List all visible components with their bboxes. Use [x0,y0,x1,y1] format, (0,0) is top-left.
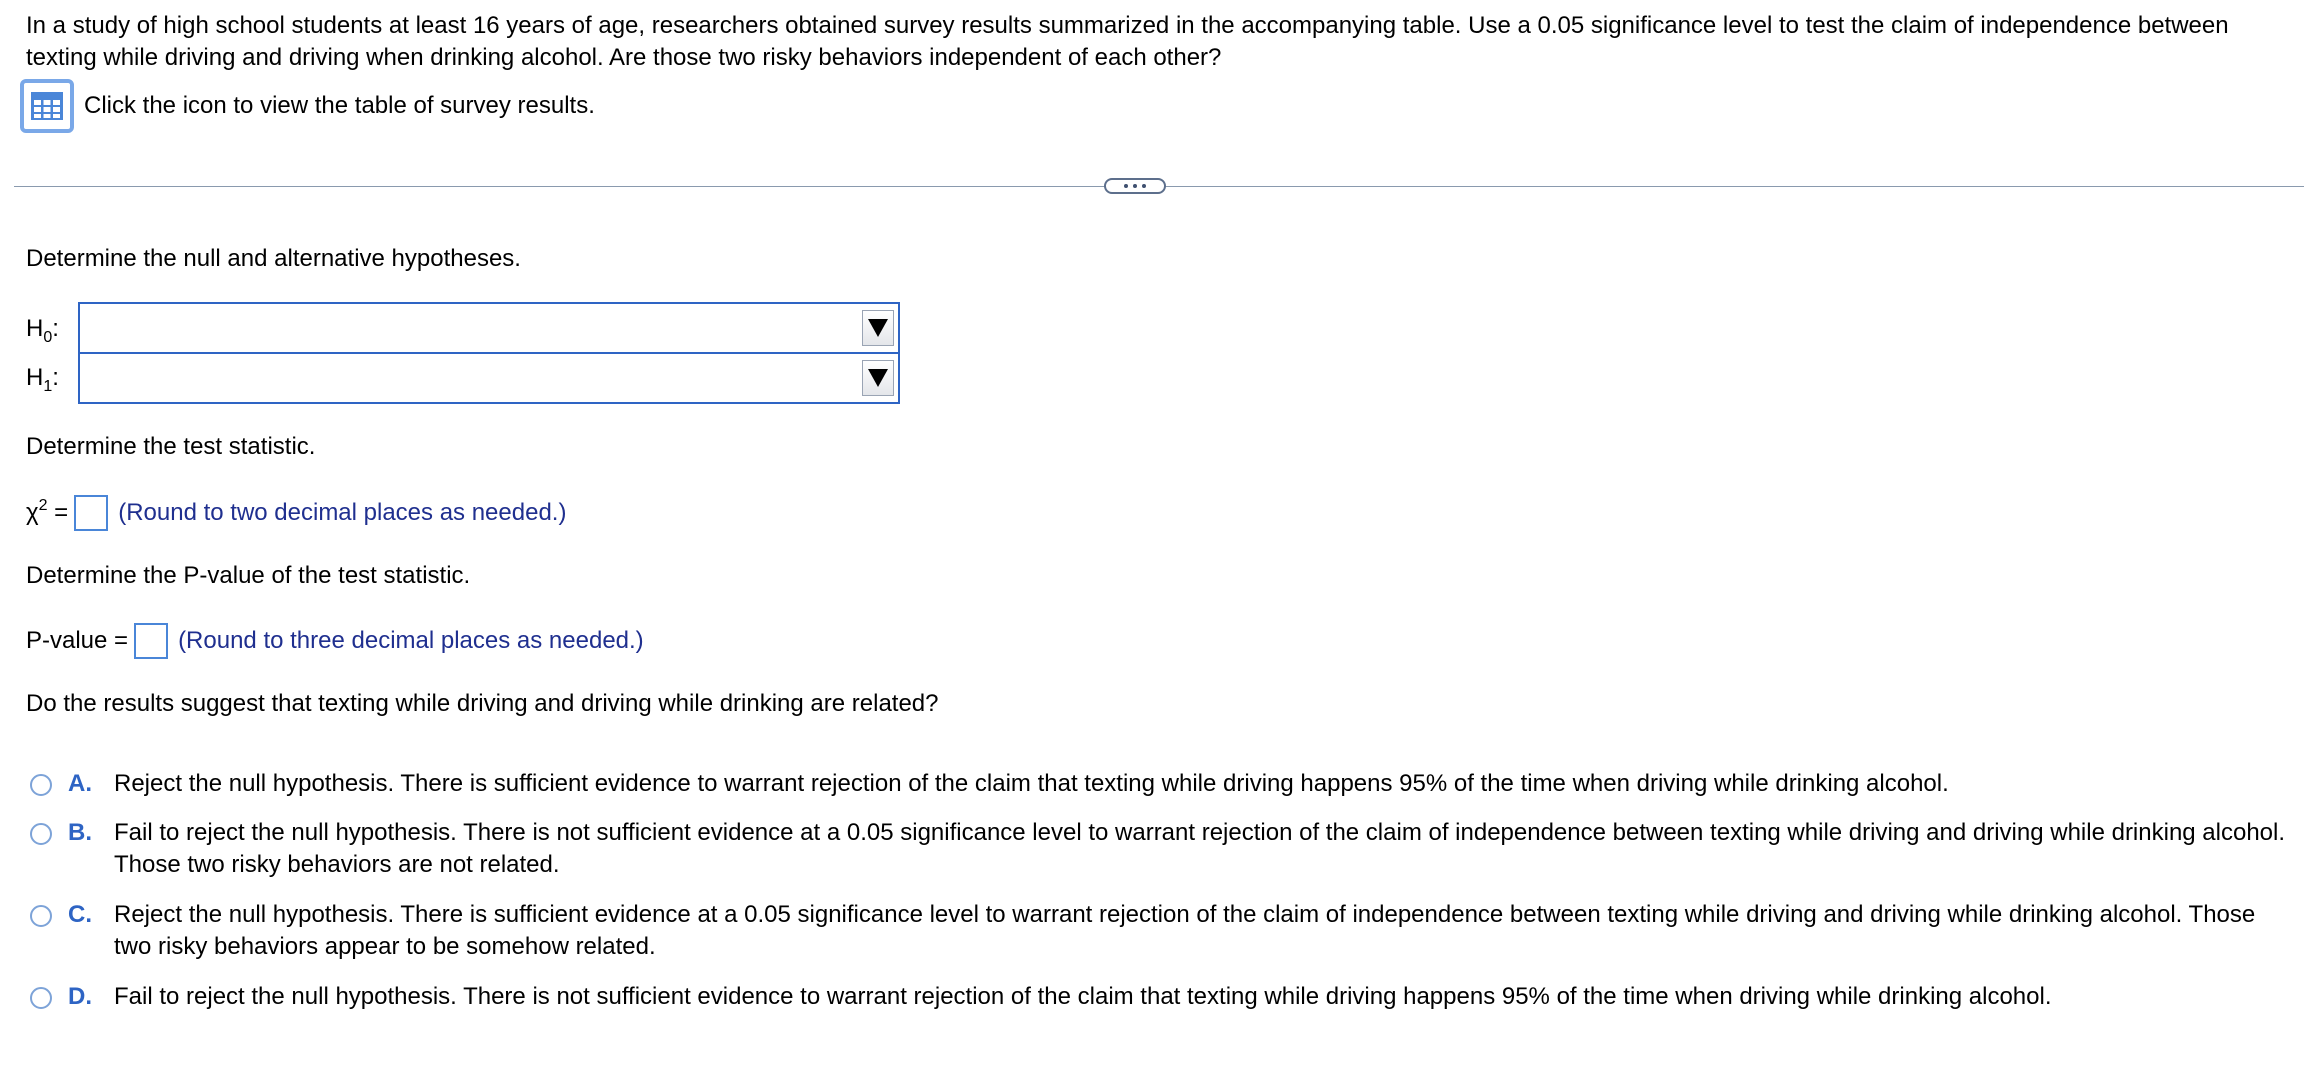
option-d-letter: D. [68,983,92,1010]
option-b[interactable] [30,817,2290,881]
h1-dropdown-arrow[interactable] [862,360,894,396]
option-b-radio[interactable] [30,823,52,845]
p-value-hint: (Round to three decimal places as needed.) [178,627,644,654]
option-b-letter: B. [68,819,92,846]
test-statistic-prompt: Determine the test statistic. [26,433,316,460]
chi-square-input[interactable] [74,495,108,531]
p-value-label: P-value = [26,627,129,654]
option-c-text: Reject the null hypothesis. There is sufficient evidence at a 0.05 significance level to warrant rejection of the claim of independence between texting while driving and driving while drinking alcohol. Those two risky behaviors appear to be somehow related. [114,901,2256,960]
option-d-radio[interactable] [30,987,52,1009]
p-value-input[interactable] [134,623,168,659]
h1-select[interactable] [78,352,900,404]
option-c-radio[interactable] [30,905,52,927]
h0-label: $H_0$: [26,315,59,346]
option-c[interactable] [30,899,2290,963]
test-statistic-hint: (Round to two decimal places as needed.) [118,499,567,526]
option-c-letter: C. [68,901,92,928]
option-d-text: Fail to reject the null hypothesis. There is not sufficient evidence to warrant rejection of the claim that texting while driving happens 95% of the time when driving while drinking alcohol. [114,983,2052,1010]
hypotheses-prompt: Determine the null and alternative hypotheses. [26,245,521,272]
problem-statement: In a study of high school students at least 16 years of age, researchers obtained survey results summarized in the accompanying table. Use a 0.05 significance level to test the claim of independence between texting while driving and driving when drinking alcohol. Are those two risky behaviors independent of each other? [26,12,2229,71]
expand-more-button[interactable] [1104,178,1166,194]
p-value-row [26,622,644,660]
more-dot-icon [1142,184,1146,188]
h0-select[interactable] [78,302,900,354]
option-a-letter: A. [68,770,92,797]
option-a-text: Reject the null hypothesis. There is sufficient evidence to warrant rejection of the claim that texting while driving happens 95% of the time when driving while drinking alcohol. [114,770,1949,797]
h1-label: $H_1$: [26,364,59,395]
option-b-text: Fail to reject the null hypothesis. There is not sufficient evidence at a 0.05 significance level to warrant rejection of the claim of independence between texting while driving and driving while drinking alcohol. Those two risky behaviors are not related. [114,819,2286,878]
p-value-prompt: Determine the P-value of the test statistic. [26,562,471,589]
table-link-text[interactable]: Click the icon to view the table of survey results. [84,92,595,119]
option-a[interactable] [30,768,2290,800]
more-dot-icon [1133,184,1137,188]
table-link-row [20,78,595,134]
more-dot-icon [1124,184,1128,188]
option-d[interactable] [30,981,2290,1013]
triangle-down-icon [868,369,888,387]
test-statistic-row [26,494,566,532]
chi-square-label: $\chi^2$ = [26,497,69,526]
triangle-down-icon [868,319,888,337]
conclusion-prompt: Do the results suggest that texting while driving and driving while drinking are related? [26,690,939,717]
table-grid-icon[interactable] [20,79,74,133]
h0-dropdown-arrow[interactable] [862,310,894,346]
option-a-radio[interactable] [30,774,52,796]
